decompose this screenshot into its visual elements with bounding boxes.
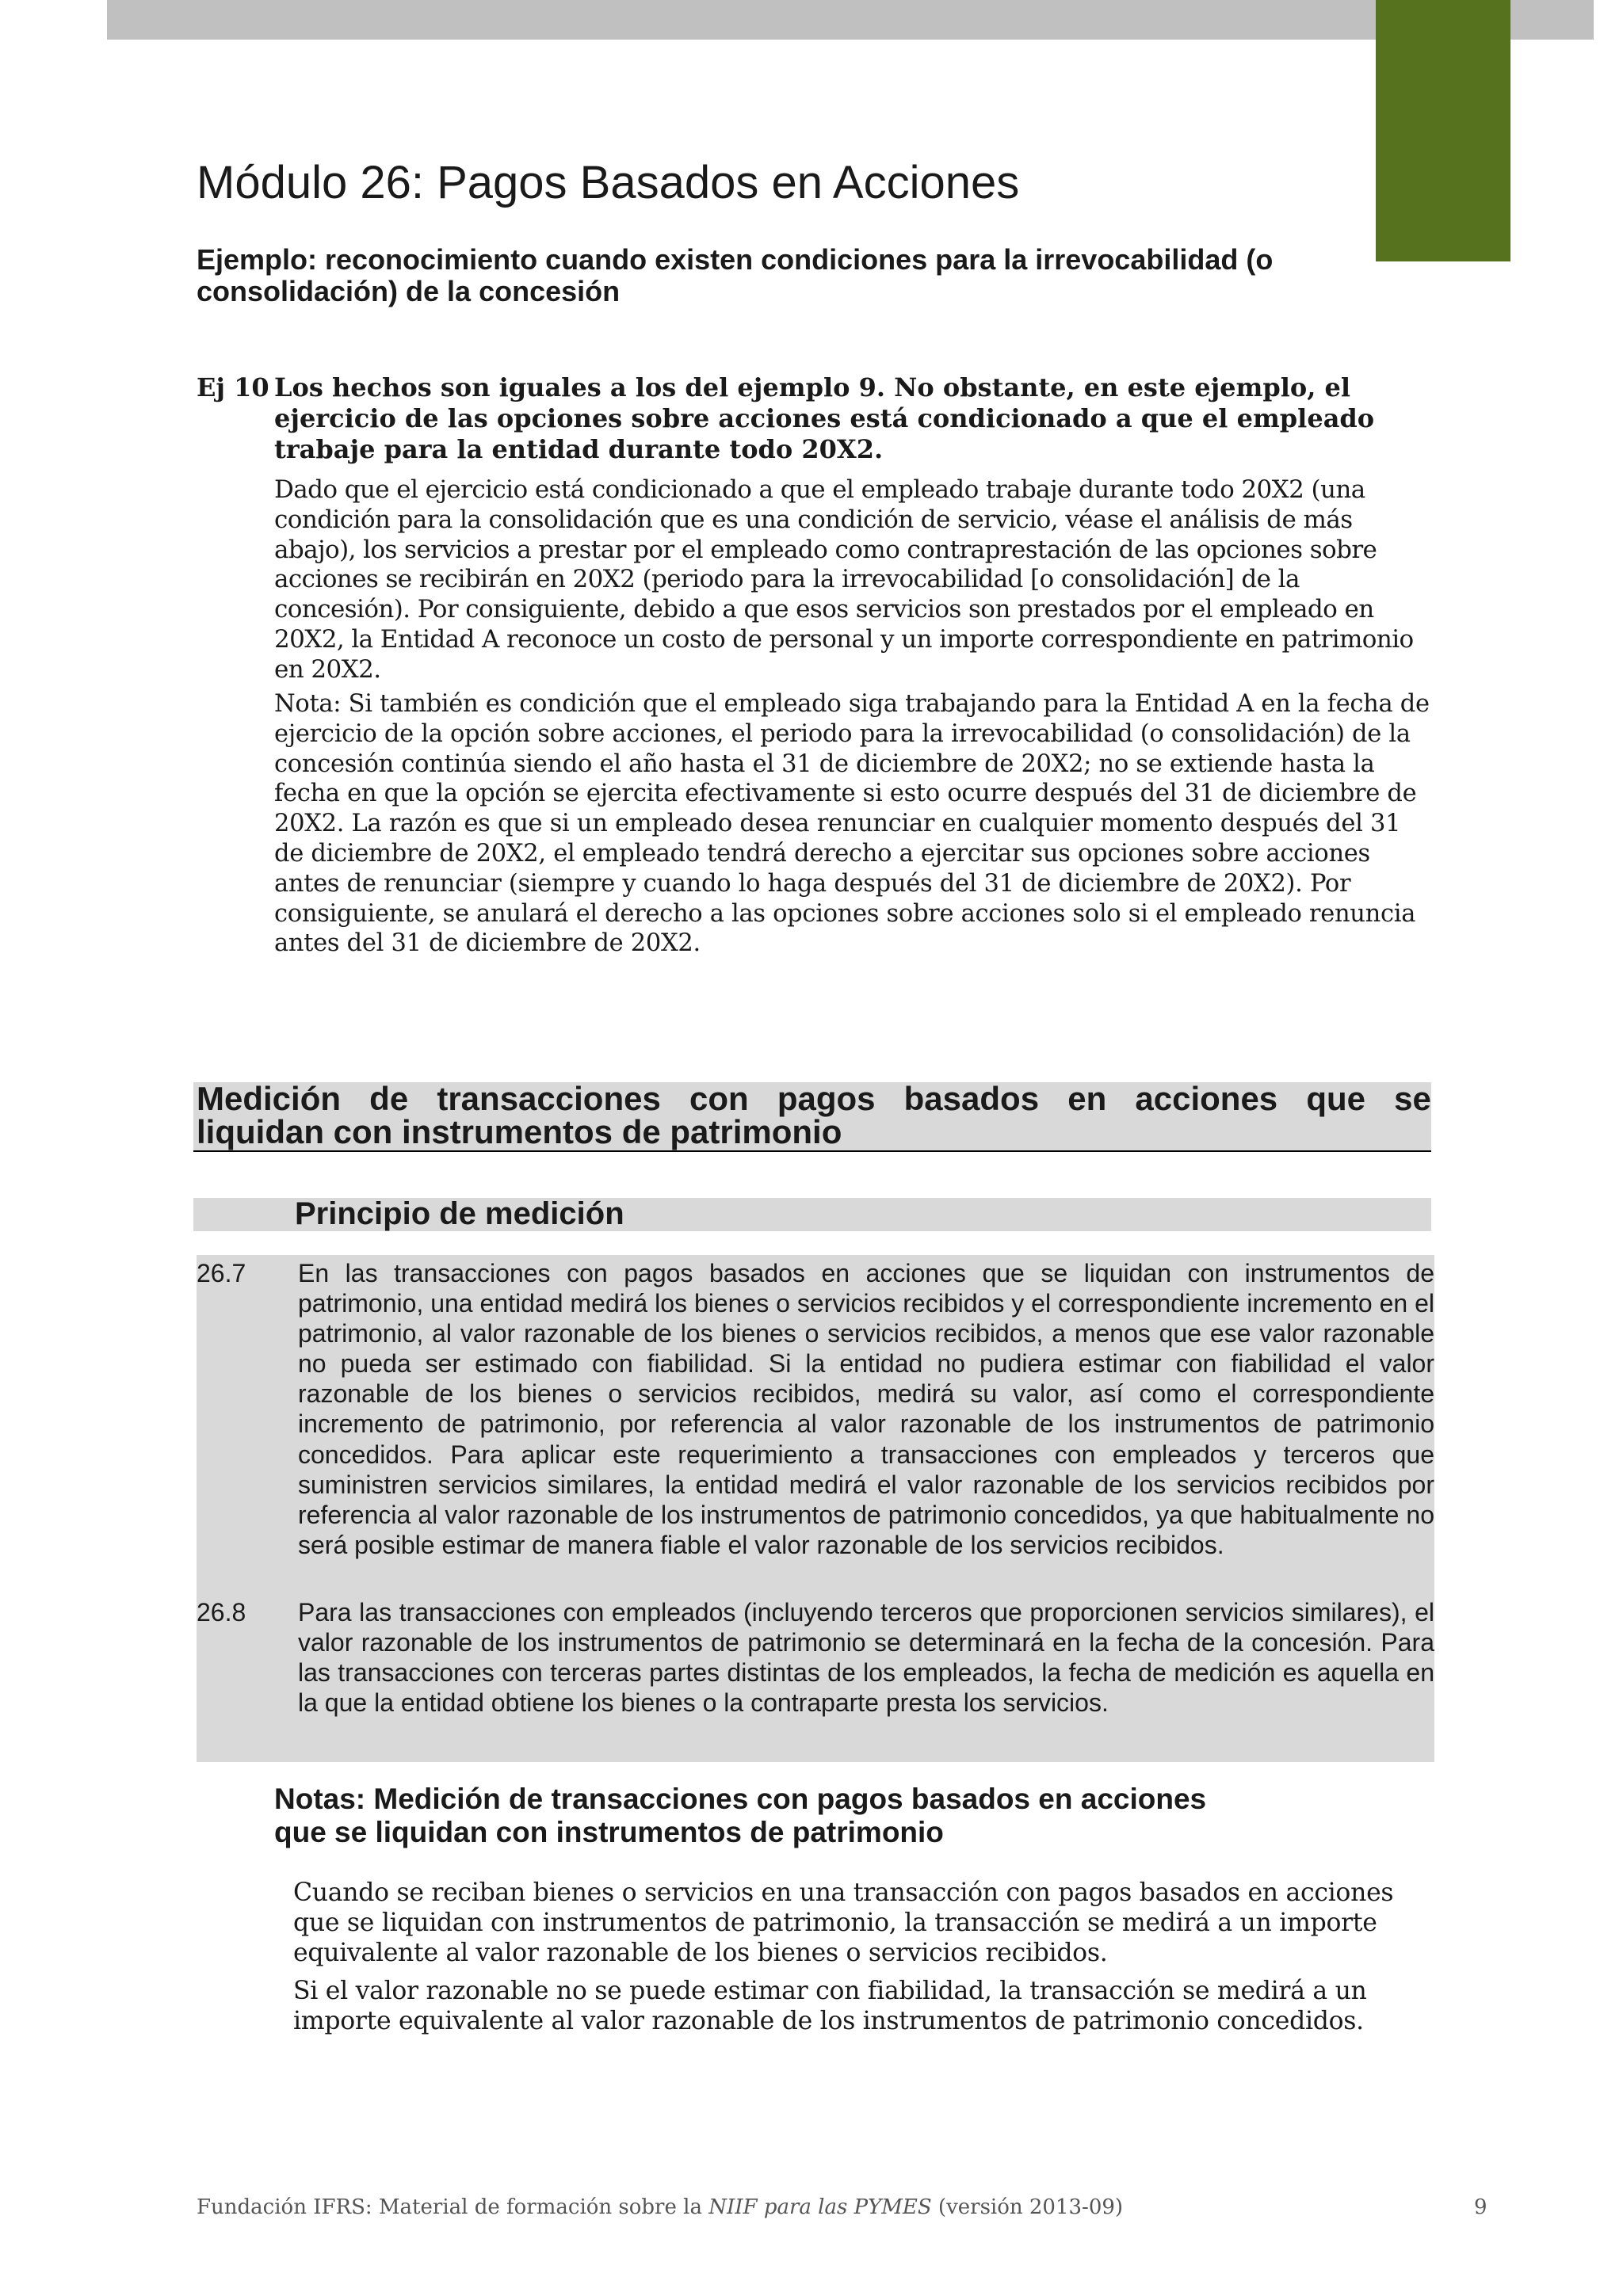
heading-word: pagos	[777, 1080, 876, 1117]
footer-suffix: (versión 2013-09)	[931, 2195, 1124, 2219]
heading-word: Medición	[197, 1080, 342, 1117]
heading-word: acciones	[1135, 1080, 1278, 1117]
heading-word: transacciones	[437, 1080, 661, 1117]
footer-prefix: Fundación IFRS: Material de formación sobre la	[197, 2195, 709, 2219]
section-heading	[193, 1082, 1431, 1152]
paragraph-number: 26.7	[197, 1259, 246, 1287]
paragraph-text: Para las transacciones con empleados (incluyendo terceros que proporcionen servicios similares), el valor razonable de los instrumentos de patrimonio se determinará en la fecha de la concesión. Para las transacciones con terceras partes distintas de los empleados, la fecha de medición es aquella en la que la entidad obtiene los bienes o la contraparte presta los servicios.	[298, 1598, 1434, 1718]
section-heading-line-2: liquidan con instrumentos de patrimonio	[197, 1113, 842, 1150]
heading-word: que	[1306, 1080, 1365, 1117]
example-paragraph-2: Nota: Si también es condición que el empleado siga trabajando para la Entidad A en la fecha de ejercicio de la opción sobre acciones, el periodo para la irrevocabilidad (o consolidación) de la concesión continúa siendo el año hasta el 31 de diciembre de 20X2; no se extiende hasta la fecha en que la opción se ejercita efectivamente si esto ocurre después del 31 de diciembre de 20X2. La razón es que si un empleado desea renunciar en cualquier momento después del 31 de diciembre de 20X2, el empleado tendrá derecho a ejercitar sus opciones sobre acciones antes de renunciar (siempre y cuando lo haga después del 31 de diciembre de 20X2). Por consiguiente, se anulará el derecho a las opciones sobre acciones solo si el empleado renuncia antes del 31 de diciembre de 20X2.	[274, 690, 1430, 958]
module-title: Módulo 26: Pagos Basados en Acciones	[197, 157, 1020, 208]
paragraph-number: 26.8	[197, 1598, 246, 1627]
green-accent-block	[1376, 0, 1510, 261]
example-facts: Los hechos son iguales a los del ejemplo 9. No obstante, en este ejemplo, el ejercicio de las opciones sobre acciones está condicionado a que el empleado trabaje para la entidad durante todo 20X2.	[274, 372, 1375, 464]
example-heading: Ejemplo: reconocimiento cuando existen condiciones para la irrevocabilidad (o consolidación) de la concesión	[197, 243, 1274, 307]
heading-word: con	[689, 1080, 749, 1117]
notes-paragraph-1: Cuando se reciban bienes o servicios en una transacción con pagos basados en acciones que se liquidan con instrumentos de patrimonio, la transacción se medirá a un importe equivalente al valor razonable de los bienes o servicios recibidos.	[293, 1878, 1394, 1967]
notes-heading	[274, 1783, 1206, 1849]
notes-heading-line-1: Notas: Medición de transacciones con pagos basados en acciones	[274, 1783, 1207, 1815]
notes-paragraph-2: Si el valor razonable no se puede estimar con fiabilidad, la transacción se medirá a un importe equivalente al valor razonable de los instrumentos de patrimonio concedidos.	[293, 1977, 1367, 2035]
heading-word: en	[1067, 1080, 1107, 1117]
example-label: Ej 10	[197, 372, 269, 402]
example-paragraph-1: Dado que el ejercicio está condicionado a que el empleado trabaje durante todo 20X2 (una condición para la consolidación que es una condición de servicio, véase el análisis de más abajo), los servicios a prestar por el empleado como contraprestación de las opciones sobre acciones se recibirán en 20X2 (periodo para la irrevocabilidad [o consolidación] de la concesión). Por consiguiente, debido a que esos servicios son prestados por el empleado en 20X2, la Entidad A reconoce un costo de personal y un importe correspondiente en patrimonio en 20X2.	[274, 475, 1414, 684]
footer-text	[197, 2195, 1123, 2220]
heading-word: se	[1394, 1080, 1431, 1117]
subheading: Principio de medición	[295, 1196, 624, 1231]
section-heading-line-1	[197, 1082, 1431, 1116]
footer-standard-name: NIIF para las PYMES	[708, 2195, 932, 2219]
heading-word: basados	[903, 1080, 1040, 1117]
page-number: 9	[1474, 2195, 1487, 2219]
notes-heading-line-2: que se liquidan con instrumentos de patrimonio	[274, 1816, 944, 1848]
top-decorative-bar	[107, 0, 1594, 40]
paragraph-text: En las transacciones con pagos basados en acciones que se liquidan con instrumentos de patrimonio, una entidad medirá los bienes o servicios recibidos y el correspondiente incremento en el patrimonio, al valor razonable de los bienes o servicios recibidos, a menos que ese valor razonable no pueda ser estimado con fiabilidad. Si la entidad no pudiera estimar con fiabilidad el valor razonable de los bienes o servicios recibidos, medirá su valor, así como el correspondiente incremento de patrimonio, por referencia al valor razonable de los instrumentos de patrimonio concedidos. Para aplicar este requerimiento a transacciones con empleados y terceros que suministren servicios similares, la entidad medirá el valor razonable de los servicios recibidos por referencia al valor razonable de los instrumentos de patrimonio concedidos, ya que habitualmente no será posible estimar de manera fiable el valor razonable de los servicios recibidos.	[298, 1259, 1434, 1559]
heading-word: de	[369, 1080, 409, 1117]
